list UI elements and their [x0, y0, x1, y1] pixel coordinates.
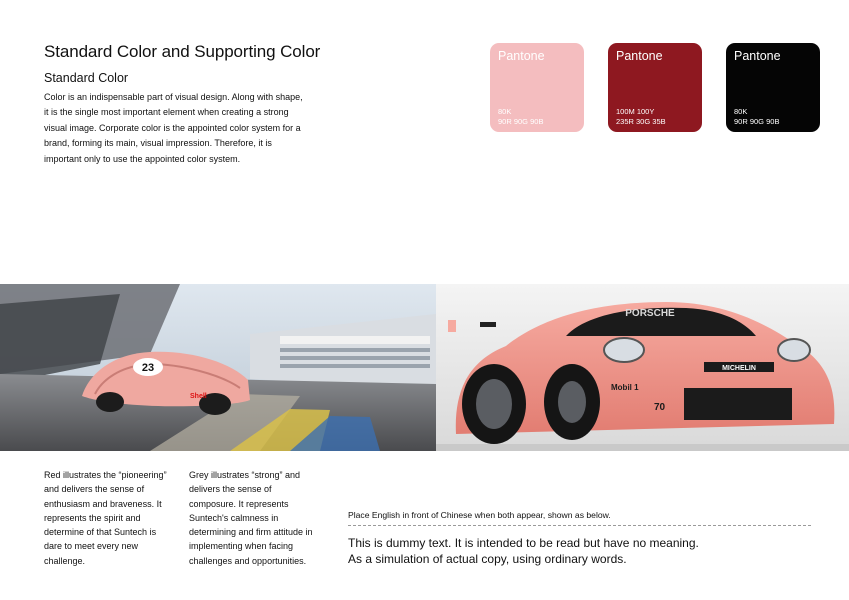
dashed-divider [348, 525, 811, 526]
section-title: Standard Color [44, 71, 129, 85]
swatch-name: Pantone [616, 49, 663, 63]
swatch-rgb: 90R 90G 90B [498, 117, 544, 126]
language-note: Place English in front of Chinese when both appear, shown as below. [348, 510, 611, 520]
race-photo-studio-image [436, 284, 849, 451]
brand-label: PORSCHE [625, 308, 675, 319]
grey-description: Grey illustrates “strong” and delivers the sense of composure. It represents Suntech's calmness in determining and firm attitude in implementing when facing challenges and opportunities. [189, 470, 313, 566]
swatch-rgb: 90R 90G 90B [734, 117, 780, 126]
tire-sponsor-label: MICHELIN [722, 365, 756, 372]
race-photo-studio [436, 284, 849, 451]
dummy-text [348, 536, 818, 567]
swatch-pink [490, 43, 584, 132]
dummy-line-2: As a simulation of actual copy, using ordinary words. [348, 551, 627, 566]
page-title: Standard Color and Supporting Color [44, 42, 321, 61]
swatch-red [608, 43, 702, 132]
swatch-name: Pantone [734, 49, 781, 63]
red-description: Red illustrates the “pioneering” and delivers the sense of enthusiasm and braveness. It represents the spirit and determine of that Suntech is dare to meet every new challenge. [44, 470, 167, 566]
swatch-cmyk: 80K [734, 107, 748, 116]
swatch-black [726, 43, 820, 132]
swatch-cmyk: 100M 100Y [616, 107, 655, 116]
dummy-line-1: This is dummy text. It is intended to be read but have no meaning. [348, 536, 699, 550]
race-photo-track-image [0, 284, 436, 451]
intro-paragraph: Color is an indispensable part of visual design. Along with shape, it is the single most important element when creating a strong visual image. Corporate color is the appointed color system for a brand, forming its main, visual impression. Therefore, it is important only to use the appointed color system. [44, 92, 303, 164]
swatch-cmyk: 80K [498, 107, 512, 116]
car-number-label: 70 [654, 402, 666, 413]
car-number-label: 23 [141, 362, 155, 374]
swatch-rgb: 235R 30G 35B [616, 117, 666, 126]
swatch-name: Pantone [498, 49, 545, 63]
oil-sponsor-label: Mobil 1 [611, 383, 639, 392]
race-photo-track [0, 284, 436, 451]
car-sponsor-label: Shell [190, 393, 207, 400]
